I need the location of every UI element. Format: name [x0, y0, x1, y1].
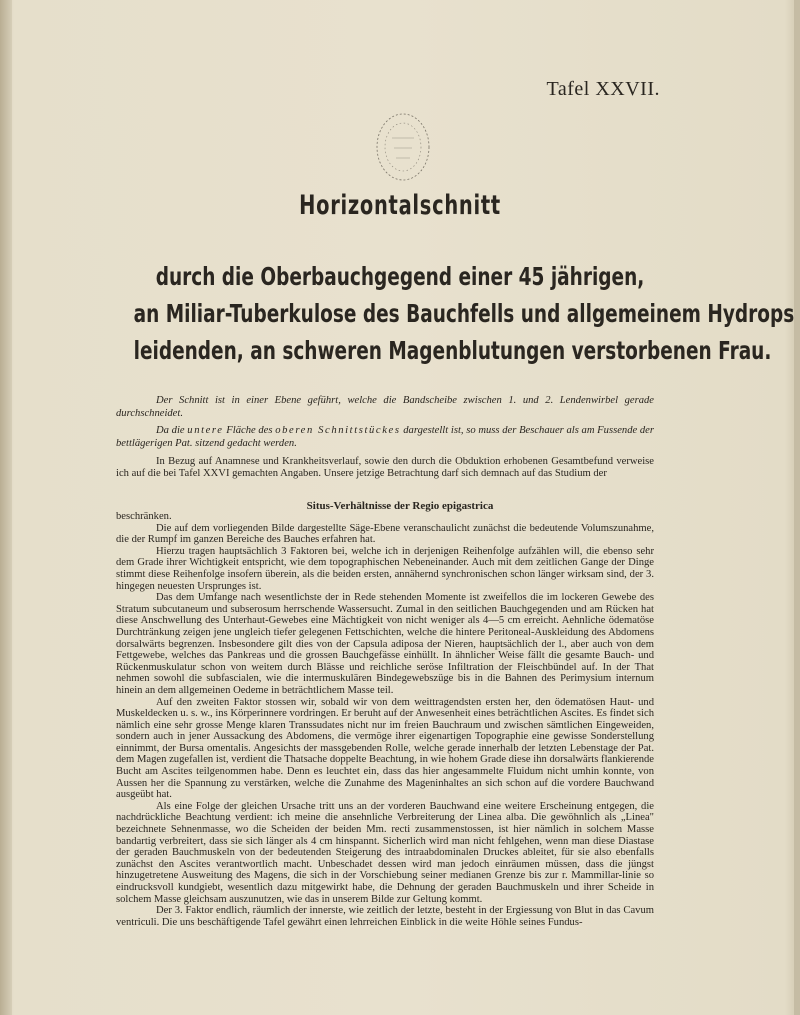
intro-text: dargestellt ist, so muss der Beschauer als am Fussende der bettlägerigen Pat. sitzend gedacht werden. [116, 425, 655, 449]
subtitle-line-3: leidenden, an schweren Magenblutungen verstorbenen Frau. [133, 336, 772, 365]
intro-emphasis: oberen Schnittstückes [275, 425, 401, 436]
body-paragraph-6: Der 3. Faktor endlich, räumlich der innerste, wie zeitlich der letzte, besteht in der Ergiessung von Blut in das Cavum ventriculi. Die uns beschäftigende Tafel gewährt einen lehrreichen Einblick in die weite Höhle seines Fundus- [116, 905, 654, 928]
body-paragraph-3: Das dem Umfange nach wesentlichste der in Rede stehenden Momente ist zweifellos die im lockeren Gewebe des Stratum subcutaneum und subserosum herrschende Wassersucht. Zumal in den seitlichen Bauchgegenden und am Rücken hat diese Anschwellung des Unterhaut-Gewebes eine Mächtigkeit von nicht weniger als 4—5 cm erreicht. Aehnliche ödematöse Durchtränkung zeigen jene ungleich tiefer gelegenen Fettschichten, welche die hintere Peritoneal-Auskleidung des Abdomens dorsalwärts begrenzen. Insbesondere gilt dies von der Capsula adiposa der Nieren, hauptsächlich der l., aber auch von dem Fettgewebe, welches das Pankreas und die grossen Bauchgefässe einhüllt. In ähnlicher Weise fällt die gesamte Bauch- und Rückenmuskulatur schon von weitem durch Blässe und reichliche seröse Infiltration der Fleischbündel auf. In der That nehmen sowohl die subfascialen, wie die intermuskulären Bindegewebszüge bis in die Bahnen des Perimysium internum hinein an dem allgemeinen Oedeme in beträchtlichem Masse teil. [116, 592, 654, 696]
library-stamp-icon [372, 108, 434, 186]
intro-text: Fläche des [223, 425, 276, 436]
intro-paragraph-1: Der Schnitt ist in einer Ebene geführt, welche die Bandscheibe zwischen 1. und 2. Lendenwirbel gerade durchschneidet. [116, 395, 654, 419]
section-heading: Situs-Verhältnisse der Regio epigastrica [306, 500, 494, 512]
subtitle [40, 258, 795, 369]
main-title: Horizontalschnitt [299, 190, 501, 221]
body-text [116, 511, 654, 928]
intro-emphasis: untere [187, 425, 224, 436]
section-intro-paragraph: In Bezug auf Anamnese und Krankheitsverlauf, sowie den durch die Obduktion erhobenen Gesamtbefund verweise ich auf die bei Tafel XXVI gemachten Angaben. Unsere jetzige Betrachtung darf sich demnach auf das Studium der [116, 456, 654, 479]
subtitle-line-2: an Miliar-Tuberkulose des Bauchfells und allgemeinem Hydrops [133, 299, 795, 328]
body-paragraph-5: Als eine Folge der gleichen Ursache tritt uns an der vorderen Bauchwand eine weitere Erscheinung entgegen, die nachdrückliche Beachtung verdient: ich meine die ansehnliche Verbreiterung der Linea alba. Die gewöhnlich als „Linea" bezeichnete Sehnenmasse, wo die Scheiden der beiden Mm. recti zusammenstossen, ist hier nämlich in solchem Masse bandartig verbreitert, dass sie sich länger als 4 cm hinspannt. Sicherlich wird man nicht fehlgehen, wenn man diese Diastase der geraden Bauchmuskeln von der bedeutenden Steigerung des intraabdominalen Druckes ableitet, für sie also ebenfalls zunächst den Ascites verantwortlich macht. Unbeschadet dessen wird man jedoch einräumen müssen, dass die jüngst hinzugetretene Ausweitung des Magens, die sich in der Vorschiebung seiner medianen Grenze bis zur r. Mammillar-linie so eindrucksvoll kundgiebt, wesentlich dazu mitgewirkt habe, die Dehnung der geraden Bauchmuskeln und ihrer Scheide in solchem Masse gleichsam auszunutzen, wie das in unserem Bilde zur Geltung kommt. [116, 800, 654, 905]
intro-text: Da die [156, 425, 188, 436]
section-intro-end: beschränken. [116, 511, 172, 522]
body-paragraph-1: Die auf dem vorliegenden Bilde dargestellte Säge-Ebene veranschaulicht zunächst die bedeutende Volumszunahme, die der Rumpf im ganzen Bereiche des Bauches erfahren hat. [116, 522, 654, 546]
subtitle-line-1: durch die Oberbauchgegend einer 45 jährigen, [155, 262, 645, 291]
intro-paragraph-2 [116, 425, 654, 450]
body-paragraph-4: Auf den zweiten Faktor stossen wir, sobald wir von dem weittragendsten ersten her, den ödematösen Haut- und Muskeldecken u. s. w., ins Körperinnere vordringen. Er beruht auf der Anwesenheit eines beträchtlichen Ascites. Es findet sich nämlich eine sehr grosse Menge klaren Transsudates nicht nur im freien Bauchraum und zwischen sämtlichen Eingeweiden, sondern auch in jener Aussackung des Abdomens, die vermöge ihrer eigenartigen Topographie eine gewisse Sonderstellung einnimmt, der Bursa omentalis. Angesichts der massgebenden Rolle, welche gerade innerhalb der letzten Lebenstage der Pat. dem Magen zugefallen ist, verdient die Thatsache doppelte Beachtung, in wie hohem Grade diese ihn dorsalwärts flankierende Bucht am Ascites teilgenommen habe. Denn es leuchtet ein, dass das hier angesammelte Fluidum nicht umhin konnte, von Aussen her die Spannung zu verstärken, welche die Zunahme des Mageninhaltes an sich schon auf die vordere Bauchwand ausgeübt hat. [116, 696, 654, 801]
intro-notes [116, 395, 654, 455]
plate-label: Tafel XXVII. [546, 78, 660, 100]
body-paragraph-2: Hierzu tragen hauptsächlich 3 Faktoren bei, welche ich in derjenigen Reihenfolge aufzählen will, die ebenso sehr dem Grade ihrer Wichtigkeit entspricht, wie dem topographischen Nebeneinander. Auch mit dem zeitlichen Gange der Dinge stimmt diese Reihenfolge insofern überein, als die beiden ersten, annähernd synchronischen schon länger wirksam sind, der 3. hingegen neuesten Ursprunges ist. [116, 545, 654, 592]
section-intro [116, 456, 654, 479]
